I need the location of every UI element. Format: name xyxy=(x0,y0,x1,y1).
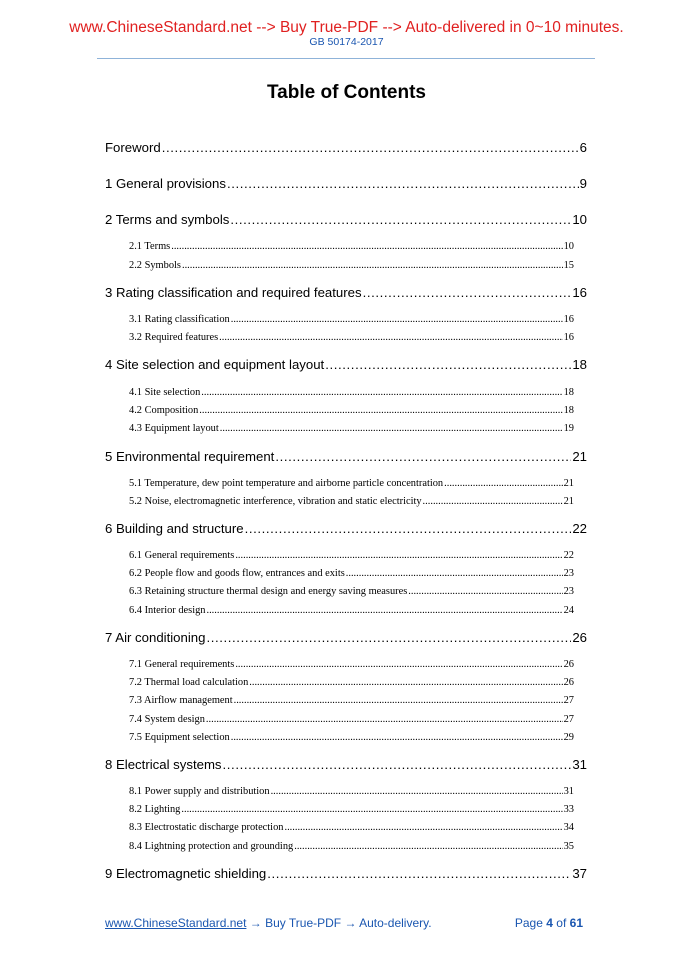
toc-entry-6-4[interactable] xyxy=(129,604,574,617)
toc-entry-page: 33 xyxy=(563,804,574,815)
toc-entry-title: 7.4 System design xyxy=(129,714,205,725)
toc-entry-title: 9 Electromagnetic shielding xyxy=(105,866,267,881)
toc-entry-title: 8.1 Power supply and distribution xyxy=(129,786,270,797)
toc-entry-page: 34 xyxy=(563,822,574,833)
toc-entry-8-4[interactable] xyxy=(129,840,574,853)
dot-leader xyxy=(231,313,563,326)
toc-entry-title: 7 Air conditioning xyxy=(105,630,206,645)
toc-entry-title: 6 Building and structure xyxy=(105,521,244,536)
dot-leader xyxy=(444,477,562,490)
toc-entry-3-2[interactable] xyxy=(129,331,574,344)
toc-entry-2-1[interactable] xyxy=(129,240,574,253)
dot-leader xyxy=(206,604,562,617)
toc-entry-title: 4.1 Site selection xyxy=(129,387,201,398)
toc-entry-title: 8.3 Electrostatic discharge protection xyxy=(129,822,284,833)
toc-entry-page: 18 xyxy=(572,357,587,372)
toc-entry-title: 7.2 Thermal load calculation xyxy=(129,677,249,688)
toc-entry-page: 22 xyxy=(572,521,587,536)
toc-entry-page: 35 xyxy=(563,841,574,852)
toc-entry-7-3[interactable] xyxy=(129,694,574,707)
page-total: 61 xyxy=(569,916,583,930)
toc-entry-page: 31 xyxy=(563,786,574,797)
page-current: 4 xyxy=(546,916,553,930)
dot-leader xyxy=(271,785,563,798)
toc-entry-page: 6 xyxy=(579,140,587,155)
toc-entry-page: 29 xyxy=(563,732,574,743)
dot-leader xyxy=(235,549,562,562)
toc-entry-title: 5.1 Temperature, dew point temperature and airborne particle concentration xyxy=(129,478,444,489)
dot-leader xyxy=(408,585,562,598)
toc-entry-chapter-4[interactable] xyxy=(105,357,587,373)
dot-leader xyxy=(206,713,563,726)
toc-entry-title: 3 Rating classification and required features xyxy=(105,285,362,300)
dot-leader xyxy=(230,212,571,228)
toc-entry-title: 4.3 Equipment layout xyxy=(129,423,219,434)
dot-leader xyxy=(423,495,563,508)
toc-entry-4-1[interactable] xyxy=(129,386,574,399)
toc-entry-page: 18 xyxy=(563,387,574,398)
toc-entry-7-5[interactable] xyxy=(129,731,574,744)
toc-entry-page: 27 xyxy=(563,714,574,725)
toc-entry-chapter-5[interactable] xyxy=(105,449,587,465)
toc-entry-chapter-1[interactable] xyxy=(105,176,587,192)
toc-entry-title: 7.5 Equipment selection xyxy=(129,732,230,743)
toc-entry-8-3[interactable] xyxy=(129,821,574,834)
toc-entry-title: 5.2 Noise, electromagnetic interference, vibration and static electricity xyxy=(129,496,422,507)
toc-entry-7-1[interactable] xyxy=(129,658,574,671)
toc-entry-title: 5 Environmental requirement xyxy=(105,449,275,464)
toc-entry-title: 8 Electrical systems xyxy=(105,757,222,772)
dot-leader xyxy=(363,285,572,301)
toc-entry-page: 19 xyxy=(563,423,574,434)
toc-entry-chapter-2[interactable] xyxy=(105,212,587,228)
toc-entry-page: 21 xyxy=(572,449,587,464)
toc-entry-2-2[interactable] xyxy=(129,259,574,272)
toc-entry-page: 16 xyxy=(572,285,587,300)
toc-entry-6-3[interactable] xyxy=(129,585,574,598)
toc-entry-title: Foreword xyxy=(105,140,161,155)
dot-leader xyxy=(219,331,562,344)
page-number xyxy=(515,915,583,931)
toc-entry-8-1[interactable] xyxy=(129,785,574,798)
dot-leader xyxy=(220,422,563,435)
toc-entry-title: 2 Terms and symbols xyxy=(105,212,230,227)
toc-entry-chapter-7[interactable] xyxy=(105,630,587,646)
toc-entry-page: 15 xyxy=(563,260,574,271)
toc-entry-page: 27 xyxy=(563,695,574,706)
toc-entry-title: 2.1 Terms xyxy=(129,241,171,252)
toc-entry-title: 2.2 Symbols xyxy=(129,260,181,271)
toc-entry-title: 7.1 General requirements xyxy=(129,659,235,670)
toc-entry-3-1[interactable] xyxy=(129,313,574,326)
toc-entry-title: 8.2 Lighting xyxy=(129,804,181,815)
dot-leader xyxy=(206,630,571,646)
page-title: Table of Contents xyxy=(266,82,427,103)
toc-entry-8-2[interactable] xyxy=(129,803,574,816)
toc-entry-page: 23 xyxy=(563,568,574,579)
dot-leader xyxy=(231,731,563,744)
dot-leader xyxy=(267,866,571,882)
dot-leader xyxy=(235,658,562,671)
page-of: of xyxy=(556,916,567,930)
toc-entry-6-2[interactable] xyxy=(129,567,574,580)
toc-entry-page: 22 xyxy=(563,550,574,561)
dot-leader xyxy=(227,176,579,192)
dot-leader xyxy=(162,140,579,156)
toc-entry-page: 16 xyxy=(563,314,574,325)
dot-leader xyxy=(284,821,562,834)
toc-entry-chapter-3[interactable] xyxy=(105,285,587,301)
toc-entry-4-2[interactable] xyxy=(129,404,574,417)
toc-entry-page: 9 xyxy=(579,176,587,191)
toc-entry-4-3[interactable] xyxy=(129,422,574,435)
toc-entry-chapter-8[interactable] xyxy=(105,757,587,773)
toc-entry-title: 4.2 Composition xyxy=(129,405,199,416)
dot-leader xyxy=(294,840,562,853)
toc-entry-page: 18 xyxy=(563,405,574,416)
dot-leader xyxy=(346,567,563,580)
footer-promo xyxy=(105,915,432,931)
dot-leader xyxy=(223,757,572,773)
toc-entry-title: 6.4 Interior design xyxy=(129,605,206,616)
toc-entry-page: 21 xyxy=(563,496,574,507)
dot-leader xyxy=(275,449,571,465)
dot-leader xyxy=(201,386,562,399)
toc-entry-title: 3.1 Rating classification xyxy=(129,314,230,325)
dot-leader xyxy=(181,803,562,816)
page-label: Page xyxy=(514,916,543,930)
toc-entry-5-2[interactable] xyxy=(129,495,574,508)
page-footer xyxy=(105,915,583,931)
toc-entry-6-1[interactable] xyxy=(129,549,574,562)
toc-entry-5-1[interactable] xyxy=(129,477,574,490)
toc-entry-foreword[interactable] xyxy=(105,140,587,156)
dot-leader xyxy=(325,357,571,373)
toc-entry-page: 24 xyxy=(563,605,574,616)
dot-leader xyxy=(199,404,562,417)
dot-leader xyxy=(249,676,562,689)
toc-entry-page: 23 xyxy=(563,586,574,597)
toc-entry-chapter-6[interactable] xyxy=(105,521,587,537)
toc-entry-title: 4 Site selection and equipment layout xyxy=(105,357,325,372)
toc-entry-7-4[interactable] xyxy=(129,713,574,726)
dot-leader xyxy=(245,521,572,537)
standard-code: GB 50174-2017 xyxy=(309,36,384,48)
footer-website-link[interactable]: www.ChineseStandard.net xyxy=(105,916,247,930)
top-banner: www.ChineseStandard.net --> Buy True-PDF --> Auto-delivered in 0~10 minutes. xyxy=(69,19,624,36)
dot-leader xyxy=(171,240,562,253)
toc-entry-page: 37 xyxy=(572,866,587,881)
toc-entry-title: 6.2 People flow and goods flow, entrances and exits xyxy=(129,568,345,579)
toc-entry-page: 16 xyxy=(563,332,574,343)
toc-entry-page: 26 xyxy=(572,630,587,645)
toc-entry-title: 6.1 General requirements xyxy=(129,550,235,561)
toc-entry-title: 6.3 Retaining structure thermal design and energy saving measures xyxy=(129,586,408,597)
toc-entry-title: 8.4 Lightning protection and grounding xyxy=(129,841,294,852)
toc-entry-title: 1 General provisions xyxy=(105,176,226,191)
toc-entry-page: 10 xyxy=(563,241,574,252)
toc-entry-title: 3.2 Required features xyxy=(129,332,219,343)
footer-promo-text: → Buy True-PDF → Auto-delivery. xyxy=(246,916,432,930)
toc-entry-title: 7.3 Airflow management xyxy=(129,695,233,706)
dot-leader xyxy=(234,694,563,707)
toc-entry-page: 26 xyxy=(563,677,574,688)
toc-entry-page: 31 xyxy=(572,757,587,772)
toc-entry-page: 10 xyxy=(572,212,587,227)
toc-entry-chapter-9[interactable] xyxy=(105,866,587,882)
toc-entry-page: 26 xyxy=(563,659,574,670)
toc-entry-7-2[interactable] xyxy=(129,676,574,689)
toc-entry-page: 21 xyxy=(563,478,574,489)
dot-leader xyxy=(182,259,563,272)
